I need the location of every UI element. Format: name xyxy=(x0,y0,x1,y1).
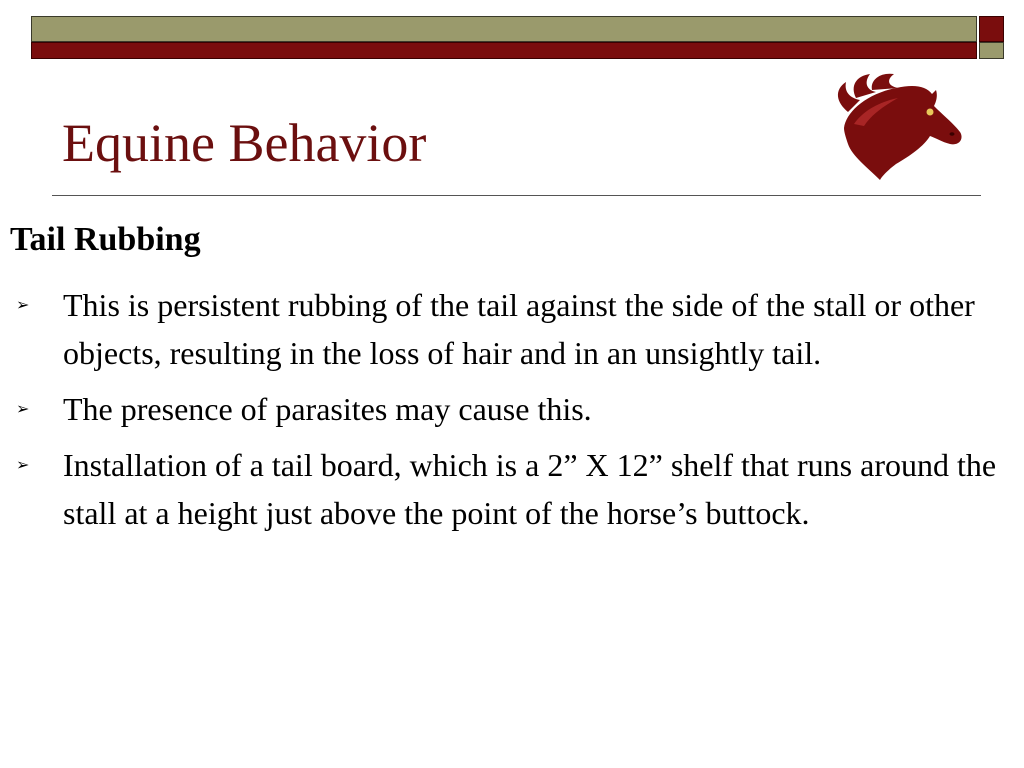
arrow-bullet-icon: ➢ xyxy=(16,399,30,418)
maroon-corner-square xyxy=(979,16,1004,42)
olive-corner-square xyxy=(979,42,1004,59)
list-item xyxy=(16,441,1006,537)
header-decoration-bar xyxy=(31,16,1004,59)
slide-title: Equine Behavior xyxy=(62,113,427,173)
olive-stripe xyxy=(31,16,977,42)
maroon-stripe xyxy=(31,42,977,59)
arrow-bullet-icon: ➢ xyxy=(16,455,30,474)
section-subheading: Tail Rubbing xyxy=(10,221,201,258)
bullet-text: Installation of a tail board, which is a 2” X 12” shelf that runs around the stall at a height just above the point of the horse’s buttock. xyxy=(63,447,997,531)
list-item xyxy=(16,385,1006,433)
horse-head-icon xyxy=(826,72,966,180)
bullet-text: This is persistent rubbing of the tail against the side of the stall or other objects, resulting in the loss of hair and in an unsightly tail. xyxy=(63,287,975,371)
arrow-bullet-icon: ➢ xyxy=(16,295,30,314)
list-item xyxy=(16,281,1006,377)
bullet-list xyxy=(16,281,1006,545)
bullet-text: The presence of parasites may cause this. xyxy=(63,391,592,427)
title-divider xyxy=(52,195,981,196)
